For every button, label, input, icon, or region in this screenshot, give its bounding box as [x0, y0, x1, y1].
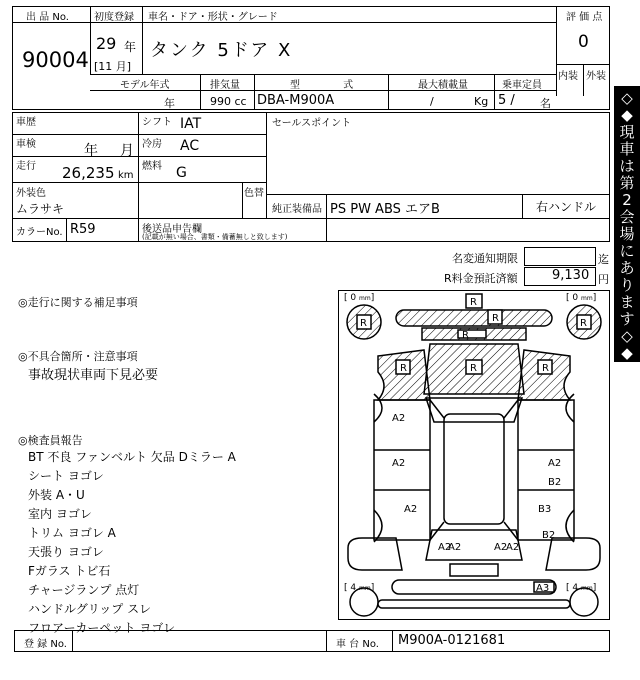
aftermarket-label: 後送品申告欄	[142, 224, 202, 235]
car-name: タンク 5ドア X	[150, 40, 293, 61]
wheel-rl	[350, 588, 378, 616]
damage-mark: R	[542, 363, 549, 374]
damage-mark: A2	[506, 542, 520, 553]
driving-title: ◎走行に関する補足事項	[18, 296, 138, 309]
model-year-label: モデル年式	[120, 80, 170, 91]
inspection-label: 車検	[16, 139, 36, 150]
reg-month: 11	[98, 60, 113, 73]
model-code: DBA-M900A	[257, 93, 335, 108]
roof	[444, 414, 504, 524]
max-load-label: 最大積載量	[418, 80, 468, 91]
first-reg-label: 初度登録	[94, 12, 134, 23]
fender-fl	[378, 350, 430, 400]
reg-year: 29	[96, 34, 117, 53]
inspector-line: シート ヨゴレ	[28, 469, 104, 483]
eval-label: 評 価 点	[566, 12, 603, 23]
displacement: 990 cc	[210, 95, 247, 108]
displacement-label: 排気量	[210, 80, 240, 91]
exterior-label: 外装	[586, 71, 606, 82]
rear-bumper	[392, 580, 556, 594]
history-label: 車歴	[16, 117, 36, 128]
damage-mark: B2	[548, 477, 562, 488]
mileage-label: 走行	[16, 161, 36, 172]
damage-mark: A2	[392, 413, 406, 424]
sales-points-label: セールスポイント	[272, 118, 352, 129]
inspector-title: ◎検査員報告	[18, 434, 83, 447]
svg-text:[ 4 mm]: [ 4 mm]	[344, 583, 375, 593]
car-diagram	[338, 290, 610, 620]
inspection-year-unit: 年	[84, 143, 98, 159]
lot-label: 出 品 No.	[26, 12, 69, 23]
color-change-label: 色替	[244, 188, 264, 199]
reg-month-unit: 月	[115, 60, 127, 73]
recycle-unit: 円	[598, 273, 609, 286]
inspector-line: チャージランプ 点灯	[28, 583, 140, 597]
wheel-rr	[570, 588, 598, 616]
chassis-number: M900A-0121681	[398, 633, 506, 648]
damage-mark: R	[470, 297, 477, 308]
defects-title: ◎不具合箇所・注意事項	[18, 350, 138, 363]
inspector-line: 外装 A・U	[28, 488, 85, 502]
ac-label: 冷房	[142, 139, 162, 150]
windshield	[426, 398, 522, 422]
svg-text:[ 0 mm]: [ 0 mm]	[344, 293, 375, 303]
type-label: 型 式	[290, 80, 374, 91]
damage-mark: A3	[536, 583, 550, 594]
recycle-value: 9,130	[552, 268, 590, 283]
location-banner-text: ◇◆現車は第2会場にあります◇◆	[619, 89, 635, 362]
lot-number: 90004	[22, 48, 89, 72]
aftermarket-note: (記載が無い場合、書類・備蓄無しと致します)	[142, 233, 288, 241]
recycle-label: R料金預託済額	[444, 272, 518, 285]
damage-mark: B3	[538, 504, 552, 515]
options-label: 純正装備品	[272, 204, 322, 215]
name-change-label: 名変通知期限	[452, 252, 518, 265]
inspector-line: フロアーカーペット ヨゴレ	[28, 621, 176, 635]
damage-mark: R	[462, 330, 469, 341]
exterior-color-label: 外装色	[16, 188, 46, 199]
capacity-label: 乗車定員	[502, 80, 542, 91]
inspector-line: 天張り ヨゴレ	[28, 545, 104, 559]
damage-mark: A2	[404, 504, 418, 515]
reg-month-wrap: [11 月]	[94, 60, 132, 73]
damage-mark: A2	[548, 458, 562, 469]
fuel-value: G	[176, 165, 187, 181]
mileage-unit: km	[118, 170, 134, 181]
rear-quarter-left	[348, 538, 402, 570]
damage-mark: A2	[438, 542, 452, 553]
eval-score: 0	[578, 32, 589, 52]
inspector-line: ハンドルグリップ スレ	[28, 602, 152, 616]
reg-no-label: 登 録 No.	[24, 639, 67, 650]
inspector-line: トリム ヨゴレ A	[28, 526, 116, 540]
tire-fr: 0	[572, 293, 579, 303]
steering-value: 右ハンドル	[536, 200, 597, 214]
damage-mark: A2	[494, 542, 508, 553]
max-load-unit: Kg	[474, 95, 489, 108]
location-banner	[614, 86, 640, 362]
inspector-line: BT 不良 ファンベルト 欠品 Dミラー A	[28, 450, 236, 464]
defects-text: 事故現状車両下見必要	[28, 368, 159, 383]
chassis-label: 車 台 No.	[336, 639, 379, 650]
inspector-line: 室内 ヨゴレ	[28, 507, 92, 521]
shift-value: IAT	[180, 116, 202, 132]
footer-frame	[14, 630, 610, 652]
fuel-label: 燃料	[142, 161, 162, 172]
interior-label: 内装	[558, 71, 578, 82]
color-no-label: カラーNo.	[16, 227, 63, 238]
tire-fl: 0	[350, 293, 357, 303]
mileage-value: 26,235	[62, 164, 115, 182]
svg-text:[ 4 mm]: [ 4 mm]	[566, 583, 597, 593]
tire-rl: 4	[350, 583, 357, 593]
color-no-value: R59	[70, 222, 96, 237]
inspection-month-unit: 月	[120, 143, 134, 159]
ac-value: AC	[180, 138, 200, 154]
front-bumper	[396, 310, 552, 326]
tire-rr: 4	[572, 583, 579, 593]
inspector-line: Fガラス トビ石	[28, 564, 111, 578]
damage-mark: B2	[542, 530, 556, 541]
shift-label: シフト	[142, 117, 172, 128]
damage-mark: R	[492, 313, 499, 324]
name-change-box	[524, 247, 596, 266]
car-name-label: 車名・ドア・形状・グレード	[148, 12, 278, 23]
body-right	[518, 400, 574, 540]
damage-mark: A2	[448, 542, 462, 553]
name-change-unit: 迄	[598, 253, 609, 266]
options-value: PS PW ABS エアB	[330, 202, 440, 217]
capacity-unit: 名	[540, 97, 551, 110]
reg-year-unit: 年	[124, 40, 137, 54]
damage-mark: R	[470, 363, 477, 374]
max-load-value: /	[430, 95, 434, 108]
capacity: 5 /	[498, 93, 515, 108]
svg-text:[ 0 mm]: [ 0 mm]	[566, 293, 597, 303]
exterior-color-value: ムラサキ	[16, 202, 65, 216]
model-year-unit: 年	[164, 97, 175, 110]
damage-mark: R	[400, 363, 407, 374]
damage-mark: R	[360, 318, 367, 329]
fender-fr	[518, 350, 570, 400]
damage-mark: R	[580, 318, 587, 329]
damage-mark: A2	[392, 458, 406, 469]
rear-quarter-right	[546, 538, 600, 570]
